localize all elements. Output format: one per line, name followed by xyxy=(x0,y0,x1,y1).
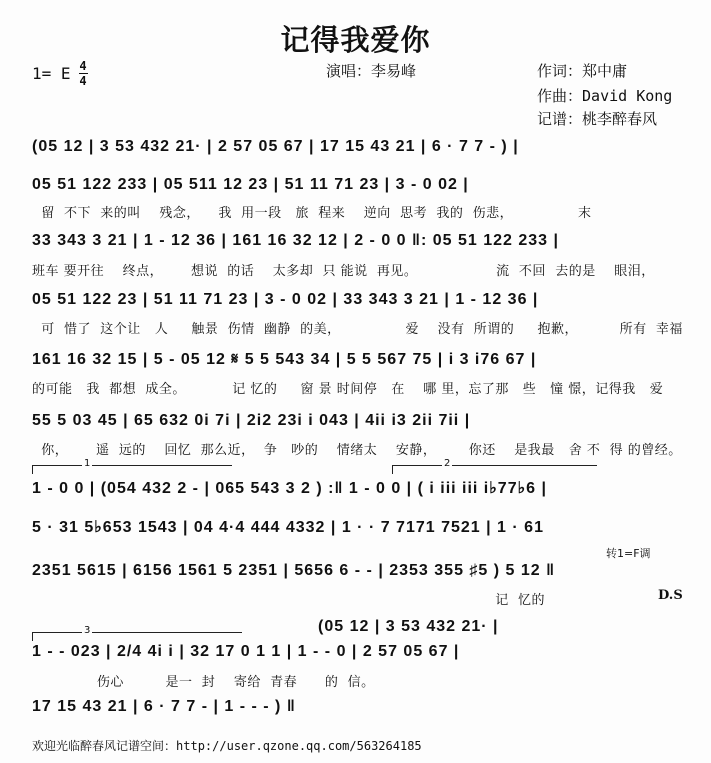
score-line-3-notes: 33 343 3 21 | 1 - 12 36 | 161 16 32 12 | 2 - 0 0 ‖: 05 51 122 233 | xyxy=(32,232,559,249)
modulation-marker: 转1=F调 xyxy=(606,547,651,560)
lyricist-credit: 作词：郑中庸 xyxy=(537,62,628,80)
score-line-5-lyrics: 的可能 我 都想 成全。 记 忆的 窗 景 时间停 在 哪 里，忘了那 些 憧 憬，记得我 爱 xyxy=(32,382,664,397)
score-line-2-notes: 05 51 122 233 | 05 511 12 23 | 51 11 71 23 | 3 - 0 02 | xyxy=(32,176,469,193)
score-line-8-notes: 5 · 31 5♭653 1543 | 04 4·4 444 4332 | 1 · · 7 7171 7521 | 1 · 61 xyxy=(32,519,544,536)
volta-1-bracket: 1 xyxy=(32,465,232,466)
page-title: 记得我爱你 xyxy=(280,23,431,57)
score-line-11-notes: 1 - - 023 | 2/4 4i i | 32 17 0 1 1 | 1 - - 0 | 2 57 05 67 | xyxy=(32,643,460,660)
transcriber-credit: 记谱：桃李醉春风 xyxy=(537,110,658,128)
score-line-6-lyrics: 你， 遥 远的 回忆 那么近， 争 吵的 情绪太 安静， 你还 是我最 舍 不 得 的曾经。 xyxy=(32,443,682,458)
singer-credit: 演唱：李易峰 xyxy=(326,62,417,80)
score-line-4-lyrics: 可 惜了 这个让 人 触景 伤情 幽静 的美， 爱 没有 所谓的 抱歉， 所有 幸福 xyxy=(32,322,683,337)
volta-2-bracket: 2 xyxy=(392,465,597,466)
score-line-7-notes: 1 - 0 0 | (054 432 2 - | 065 543 3 2 ) :‖ 1 - 0 0 | ( i iii iii i♭77♭6 | xyxy=(32,480,547,497)
key-signature xyxy=(32,60,88,87)
score-line-12-notes: 17 15 43 21 | 6 · 7 7 - | 1 - - - ) ‖ xyxy=(32,698,296,715)
score-line-9-lyrics: 记 忆的 xyxy=(32,593,545,608)
score-line-3-lyrics: 班车 要开往 终点， 想说 的话 太多却 只 能说 再见。 流 不回 去的是 眼泪， xyxy=(32,264,655,279)
score-line-4-notes: 05 51 122 23 | 51 11 71 23 | 3 - 0 02 | 33 343 3 21 | 1 - 12 36 | xyxy=(32,291,539,308)
composer-credit: 作曲：David Kong xyxy=(537,87,673,105)
footer-label: 欢迎光临醉春风记谱空间： xyxy=(32,739,177,753)
key-label: 1= E xyxy=(32,64,71,83)
score-line-11-lyrics: 伤心 是一 封 寄给 青春 的 信。 xyxy=(32,675,375,690)
footer-credit xyxy=(32,737,422,754)
score-line-1-notes: (05 12 | 3 53 432 21· | 2 57 05 67 | 17 15 43 21 | 6 · 7 7 - ) | xyxy=(32,138,519,155)
footer-url[interactable]: http://user.qzone.qq.com/563264185 xyxy=(176,739,422,753)
score-line-9-notes: 2351 5615 | 6156 1561 5 2351 | 5656 6 - - | 2353 355 ♯5 ) 5 12 ‖ xyxy=(32,562,556,579)
score-line-5-notes: 161 16 32 15 | 5 - 05 12 𝄋 5 5 543 34 | 5 5 567 75 | i 3 i76 67 | xyxy=(32,351,537,368)
dal-segno-marker: D.S xyxy=(658,588,683,603)
score-line-2-lyrics: 留 不下 来的叫 残念， 我 用一段 旅 程来 逆向 思考 我的 伤悲， 末 xyxy=(32,206,592,221)
volta-3-bracket: 3 xyxy=(32,632,242,633)
score-line-10-notes: (05 12 | 3 53 432 21· | xyxy=(318,618,499,635)
time-signature: $\frac{4}{4}$ xyxy=(79,59,87,88)
score-line-6-notes: 55 5 03 45 | 65 632 0i 7i | 2i2 23i i 043 | 4ii i3 2ii 7ii | xyxy=(32,412,471,429)
